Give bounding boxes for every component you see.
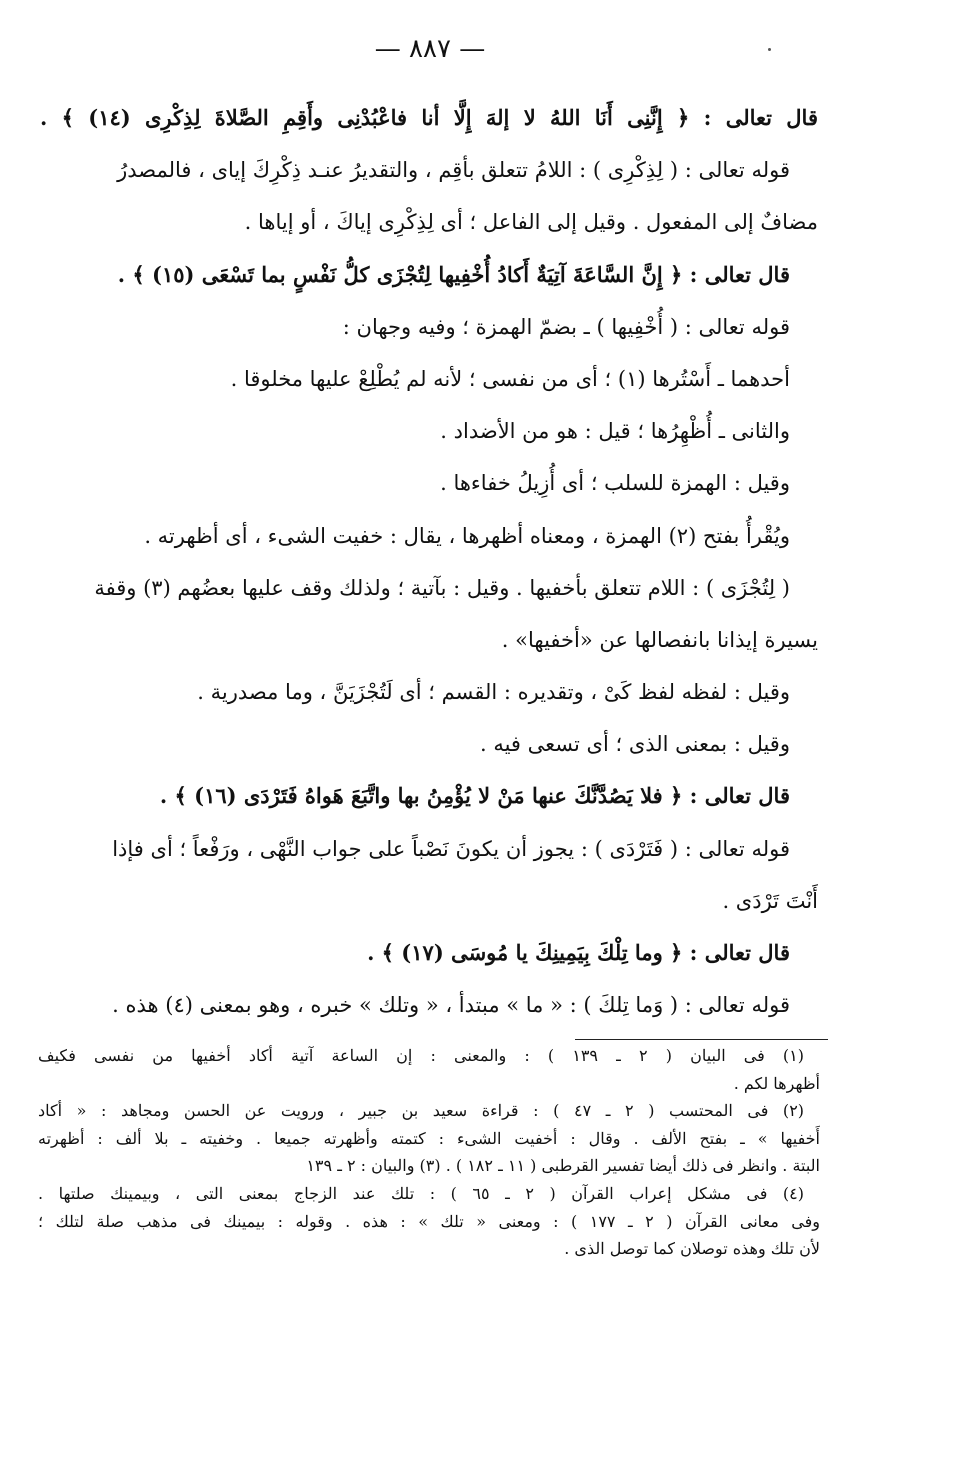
footnotes: [38, 1042, 820, 1263]
footnote-line: أظهرها لكم .: [733, 1073, 820, 1093]
page-number: — ٨٨٧ —: [374, 34, 486, 64]
footnote-line: البتة . وانظر فى ذلك أيضا تفسير القرطبى ( ١١ ـ ١٨٢ ) . (٣) والبيان : ٢ ـ ١٣٩: [306, 1156, 820, 1176]
footnote-line: وفى معانى القرآن ( ٢ ـ ١٧٧ ) : ومعنى « تلك » : هذه . وقوله : بيمينك فى مذهب صلة لتلك ؛: [38, 1211, 820, 1231]
commentary-line: ويُقْرأُ بفتح (٢) الهمزة ، ومعناه أظهرها ، يقال : خفيت الشىء ، أى أظهرته .: [144, 523, 790, 548]
verse-line: قال تعالى : ﴿ فلا يَصُدَّنَّكَ عنها مَنْ لا يُؤْمِنُ بها واتَّبَعَ هَواهُ فَتَرْدَى (١٦) ﴾ .: [159, 783, 790, 809]
commentary-line: أحدهما ـ أَسْتُرها (١) ؛ أى من نفسى ؛ لأنه لم يُطْلِعْ عليها مخلوقا .: [230, 366, 790, 391]
verse-line: قال تعالى : ﴿ إِنَّنِى أَنَا اللهُ لا إلهَ إِلَّا أنا فاعْبُدْنِى وأَقِمِ الصَّلاةَ لِذِكْرِى (١٤) ﴾ .: [40, 105, 818, 130]
verse-line: قال تعالى : ﴿ إِنَّ السَّاعَةَ آتِيَةٌ أَكادُ أُخْفِيها لِتُجْزَى كلُّ نَفْسٍ بما تَسْعَى (١٥) ﴾ .: [117, 261, 790, 287]
footnote-line: (٤) فى مشكل إعراب القرآن ( ٢ ـ ٦٥ ) : تلك عند الزجاج بمعنى التى ، وبيمينك صلتها .: [38, 1183, 804, 1203]
commentary-line: وقيل : بمعنى الذى ؛ أى تسعى فيه .: [479, 732, 790, 757]
commentary-line: قوله تعالى : ( فَتَرْدَى ) : يجوز أن يكونَ نَصْباً على جواب النَّهْى ، ورَفْعاً ؛ أى فإذا: [112, 836, 790, 861]
main-text: [40, 92, 818, 1031]
footnote-line: لأن تلك وهذه توصلان كما توصل الذى .: [564, 1239, 820, 1259]
verse-line: قال تعالى : ﴿ وما تِلْكَ بِيَمِينِكَ يا مُوسَى (١٧) ﴾ .: [367, 940, 790, 965]
commentary-line: ( لِتُجْزَى ) : اللام تتعلق بأخفيها . وقيل : بآتية ؛ ولذلك وقف عليها بعضُهم (٣) وقفة: [94, 575, 790, 600]
commentary-line: وقيل : لفظه لفظ كَىْ ، وتقديره : القسم ؛ أى لَتُجْزَيَنَّ ، وما مصدرية .: [197, 680, 790, 705]
commentary-line: قوله تعالى : ( لِذِكْرِى ) : اللامُ تتعلق بأقِم ، والتقديرُ عنـد ذِكْرِكَ إياى ، فالمصدرُ: [117, 158, 790, 183]
commentary-line: قوله تعالى : ( أُخْفِيها ) ـ بضمّ الهمزة ؛ وفيه وجهان :: [342, 314, 790, 339]
commentary-line: مضافٌ إلى المفعول . وقيل إلى الفاعل ؛ أى لِذِكْرِى إياكَ ، أو إياها .: [244, 210, 818, 235]
footnote-line: أَخفيها » ـ بفتح الألف . وقال : أخفيت الشىء : كتمته وأظهرته جميعا . وخفيته ـ بلا ألف : أظهرته: [38, 1128, 820, 1148]
commentary-line: يسيرة إيذانا بانفصالها عن «أخفيها» .: [501, 627, 818, 652]
commentary-line: أَنْتَ تَرْدَى .: [722, 888, 818, 913]
commentary-line: وقيل : الهمزة للسلب ؛ أى أُزِيلُ خفاءها .: [440, 471, 790, 496]
footnote-line: (١) فى البيان ( ٢ ـ ١٣٩ ) : والمعنى : إن الساعة آتية أكاد أخفيها من نفسى فكيف: [38, 1046, 805, 1065]
footnote-divider: [575, 1039, 828, 1040]
commentary-line: قوله تعالى : ( وَما تِلكَ ) : « ما » مبتدأ ، « وتلك » خبره ، وهو بمعنى (٤) هذه .: [112, 993, 790, 1018]
footnote-line: (٢) فى المحتسب ( ٢ ـ ٤٧ ) : قراءة سعيد بن جبير ، ورويت عن الحسن ومجاهد : « أكاد: [38, 1101, 805, 1121]
commentary-line: والثانى ـ أُظْهِرُها ؛ قيل : هو من الأضداد .: [440, 419, 790, 444]
